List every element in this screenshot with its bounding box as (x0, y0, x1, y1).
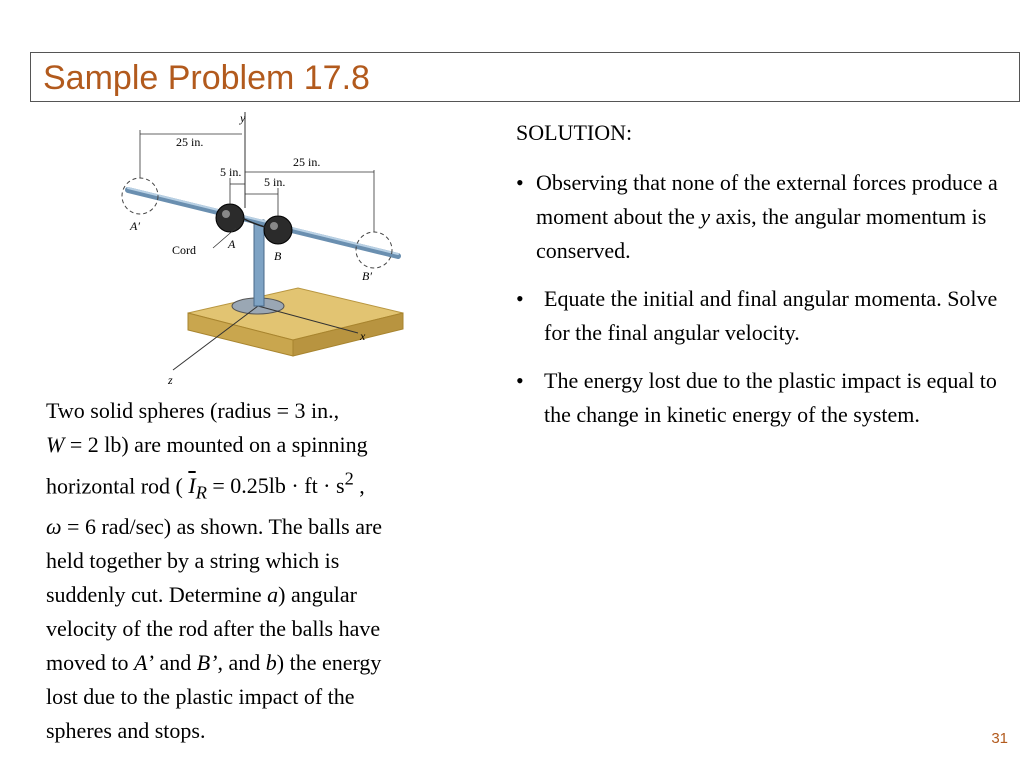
a-prime-symbol: A’ (134, 649, 154, 675)
label-x: x (360, 329, 366, 343)
problem-line-3-text: horizontal rod ( (46, 473, 189, 499)
part-a-symbol: a (267, 581, 279, 607)
problem-line-5: held together by a string which is (46, 547, 340, 573)
bullet-2-text: Equate the initial and final angular momenta. Solve for the final angular velocity. (544, 286, 998, 345)
solution-bullet-1 (516, 166, 1006, 268)
label-z: z (168, 373, 173, 387)
bullet-dot: • (516, 170, 524, 195)
title-box (30, 52, 1020, 102)
sample-problem-figure (118, 108, 418, 388)
label-y: y (240, 111, 246, 125)
problem-statement (46, 394, 496, 748)
label-a: A (228, 237, 236, 251)
vertical-shaft (254, 220, 264, 306)
problem-line-2-text: = 2 lb) are mounted on a spinning (64, 432, 368, 457)
problem-line-8-text: moved to (46, 649, 134, 675)
problem-line-10: spheres and stops. (46, 717, 206, 743)
solution-section (516, 116, 1006, 446)
b-prime-symbol: B’ (196, 649, 218, 675)
problem-line-3 (46, 462, 496, 510)
problem-line-4-text: = 6 rad/sec) as shown. The balls are (61, 513, 383, 539)
label-dim-5b: 5 in. (264, 175, 286, 189)
label-b-prime: B′ (362, 269, 372, 283)
problem-line-8-and-2: , and (217, 649, 266, 675)
omega-symbol: ω (46, 513, 62, 539)
page-number: 31 (991, 730, 1008, 747)
inertia-exponent: 2 (344, 469, 354, 489)
bullet-1-text (516, 166, 1006, 268)
inertia-symbol: $\overline{I}$ (188, 473, 196, 499)
problem-line-4 (46, 510, 496, 544)
bullet-dot: • (516, 286, 524, 311)
sphere-b-shine (270, 222, 278, 230)
part-b-symbol: b (265, 649, 277, 675)
bullet-1-text-a: Observing that none of the external forces produce a moment about the (536, 170, 998, 229)
sphere-a-shine (222, 210, 230, 218)
sphere-b (264, 216, 292, 244)
label-cord: Cord (172, 243, 196, 257)
label-dim-left: 25 in. (176, 135, 204, 149)
problem-line-8-and: and (153, 649, 197, 675)
label-b: B (274, 249, 282, 263)
problem-line-9: lost due to the plastic impact of the (46, 683, 355, 709)
inertia-value: = 0.25lb · ft · s (206, 473, 345, 499)
bullet-dot: • (516, 368, 524, 393)
problem-line-6 (46, 578, 496, 612)
inertia-formula (188, 469, 354, 503)
problem-line-2 (46, 428, 496, 462)
label-a-prime: A′ (130, 219, 140, 233)
solution-bullet-2 (516, 282, 1006, 350)
bullet-1-text-b: axis, the angular momentum is conserved. (536, 204, 987, 263)
label-dim-right: 25 in. (293, 155, 321, 169)
y-axis-symbol: y (700, 204, 711, 229)
inertia-subscript: R (195, 482, 207, 503)
solution-bullet-3 (516, 364, 1006, 432)
label-dim-5a: 5 in. (220, 165, 242, 179)
problem-line-6-end: ) angular (278, 581, 357, 607)
solution-heading: SOLUTION: (516, 120, 633, 145)
problem-line-8 (46, 646, 496, 680)
bullet-3-text: The energy lost due to the plastic impact is equal to the change in kinetic energy of the system. (544, 368, 997, 427)
problem-line-8-end: ) the energy (276, 649, 382, 675)
slide-title: Sample Problem 17.8 (43, 59, 370, 97)
problem-line-3-end: , (353, 473, 365, 499)
problem-line-6-text: suddenly cut. Determine (46, 581, 268, 607)
sphere-a (216, 204, 244, 232)
weight-symbol: W (46, 432, 65, 457)
problem-line-1: Two solid spheres (radius = 3 in., (46, 398, 340, 423)
problem-line-7: velocity of the rod after the balls have (46, 615, 381, 641)
